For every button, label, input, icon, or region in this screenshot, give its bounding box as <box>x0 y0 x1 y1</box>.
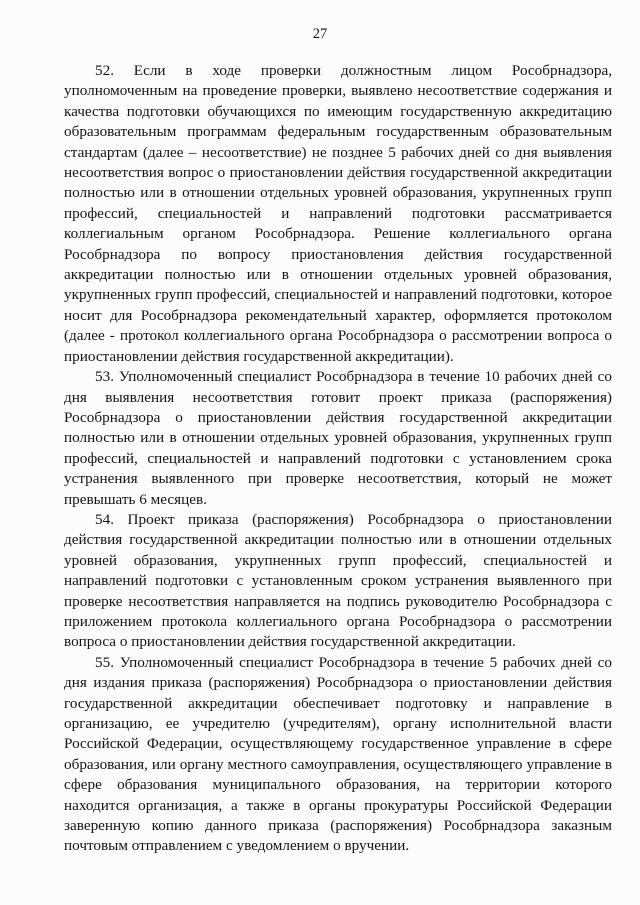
paragraph-52: 52. Если в ходе проверки должностным лицом Рособрнадзора, уполномоченным на проведение проверки, выявлено несоответствие содержания и качества подготовки обучающихся по имеющим государственную аккредитацию образовательным программам федеральным государственным образовательным стандартам (далее – несоответствие) не позднее 5 рабочих дней со дня выявления несоответствия вопрос о приостановлении действия государственной аккредитации полностью или в отношении отдельных уровней образования, укрупненных групп профессий, специальностей и направлений подготовки рассматривается коллегиальным органом Рособрнадзора. Решение коллегиального органа Рособрнадзора по вопросу приостановления действия государственной аккредитации полностью или в отношении отдельных уровней образования, укрупненных групп профессий, специальностей и направлений подготовки, которое носит для Рособрнадзора рекомендательный характер, оформляется протоколом (далее - протокол коллегиального органа Рособрнадзора о рассмотрении вопроса о приостановлении действия государственной аккредитации). <box>64 62 612 365</box>
page-number: 27 <box>312 26 328 42</box>
paragraph-53: 53. Уполномоченный специалист Рособрнадзора в течение 10 рабочих дней со дня выявления несоответствия готовит проект приказа (распоряжения) Рособрнадзора о приостановлении действия государственной аккредитации полностью или в отношении отдельных уровней образования, укрупненных групп профессий, специальностей и направлений подготовки с установлением срока устранения выявленного при проверке несоответствия, который не может превышать 6 месяцев. <box>64 368 612 508</box>
document-body <box>64 61 612 857</box>
paragraph-55: 55. Уполномоченный специалист Рособрнадзора в течение 5 рабочих дней со дня издания приказа (распоряжения) Рособрнадзора о приостановлении действия государственной аккредитации обеспечивает подготовку и направление в организацию, ее учредителю (учредителям), органу исполнительной власти Российской Федерации, осуществляющему государственное управление в сфере образования, или органу местного самоуправления, осуществляющего управление в сфере образования муниципального образования, на территории которого находится организация, а также в органы прокуратуры Российской Федерации заверенную копию данного приказа (распоряжения) Рособрнадзора заказным почтовым отправлением с уведомлением о вручении. <box>64 653 612 855</box>
paragraph-54: 54. Проект приказа (распоряжения) Рособрнадзора о приостановлении действия государственной аккредитации полностью или в отношении отдельных уровней образования, укрупненных групп профессий, специальностей и направлений подготовки с установленным сроком устранения выявленного при проверке несоответствия направляется на подпись руководителю Рособрнадзора с приложением протокола коллегиального органа Рособрнадзора о рассмотрении вопроса о приостановлении действия государственной аккредитации. <box>64 510 612 651</box>
